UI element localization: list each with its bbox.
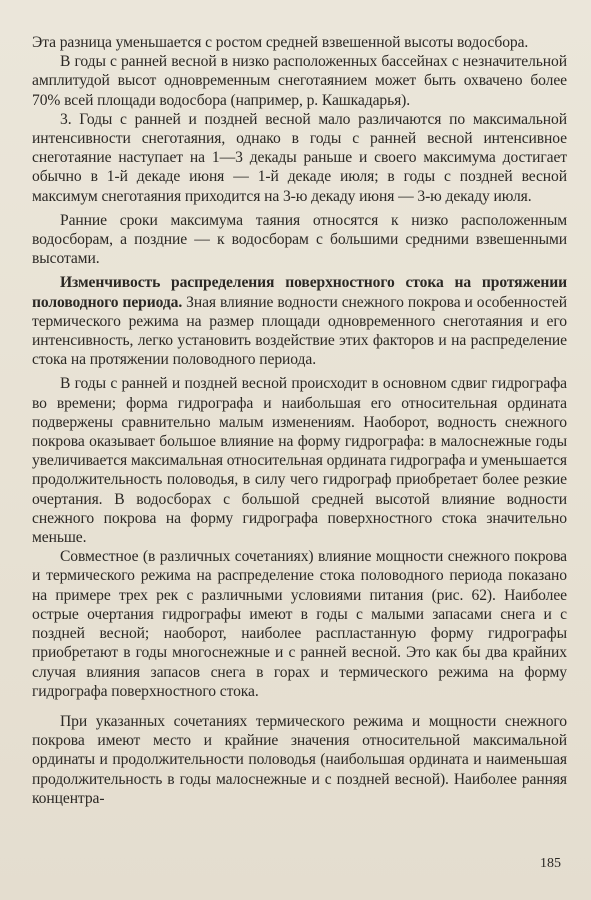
paragraph: В годы с ранней весной в низко расположенных бассейнах с незначительной амплитудой высот одновременным снеготаянием может быть охвачено более 70% всей площади водосбора (например, р. Кашкадарья). (32, 53, 567, 109)
section-paragraph (32, 273, 567, 369)
paragraph: Совместное (в различных сочетаниях) влияние мощности снежного покрова и термического режима на распределение стока половодного периода показано на примере трех рек с различными условиями питания (рис. 62). Наиболее острые очертания гидрографы имеют в годы с малыми запасами снега и с поздней весной; наоборот, наиболее распластанную форму гидрографы приобретают в годы многоснежные и с ранней весной. Это как бы два крайних случая влияния запасов снега в горах и термического режима на форму гидрографа поверхностного стока. (32, 548, 567, 700)
section-heading: Изменчивость распределения поверхностного стока на протяжении половодного периода. (32, 274, 567, 311)
paragraph: В годы с ранней и поздней весной происходит в основном сдвиг гидрографа во времени; форма гидрографа и наибольшая его относительная ордината подвержены сравнительно малым изменениям. Наоборот, водность снежного покрова оказывает большое влияние на форму гидрографа: в малоснежные годы увеличивается максимальная относительная ордината гидрографа и уменьшается продолжительность половодья, в силу чего гидрограф приобретает более резкие очертания. В водосборах с большой средней высотой влияние водности снежного покрова на форму гидрографа поверхностного стока значительно меньше. (32, 375, 567, 547)
paragraph-text: Зная влияние водности снежного покрова и особенностей термического режима на размер площади одновременного снеготаяния и его интенсивность, легко установить воздействие этих факторов и на распределение стока на протяжении половодного периода. (32, 293, 567, 369)
paragraph: Эта разница уменьшается с ростом средней взвешенной высоты водосбора. (32, 34, 529, 51)
paragraph: При указанных сочетаниях термического режима и мощности снежного покрова имеют место и крайние значения относительной максимальной ординаты и продолжительности половодья (наибольшая ордината и наименьшая продолжительность в годы малоснежные и с поздней весной). Наиболее ранняя концентра- (32, 712, 567, 807)
page-body (32, 33, 567, 808)
paragraph: Ранние сроки максимума таяния относятся к низко расположенным водосборам, а поздние — к водосборам с большими средними взвешенными высотами. (32, 211, 567, 268)
page-number: 185 (540, 856, 561, 871)
paragraph: 3. Годы с ранней и поздней весной мало различаются по максимальной интенсивности снеготаяния, однако в годы с ранней весной интенсивное снеготаяние наступает на 1—3 декады раньше и своего максимума достигает обычно в 1-й декаде июня — 1-й декаде июля; в годы с поздней весной максимум снеготаяния приходится на 3-ю декаду июня — 3-ю декаду июля. (32, 110, 567, 205)
